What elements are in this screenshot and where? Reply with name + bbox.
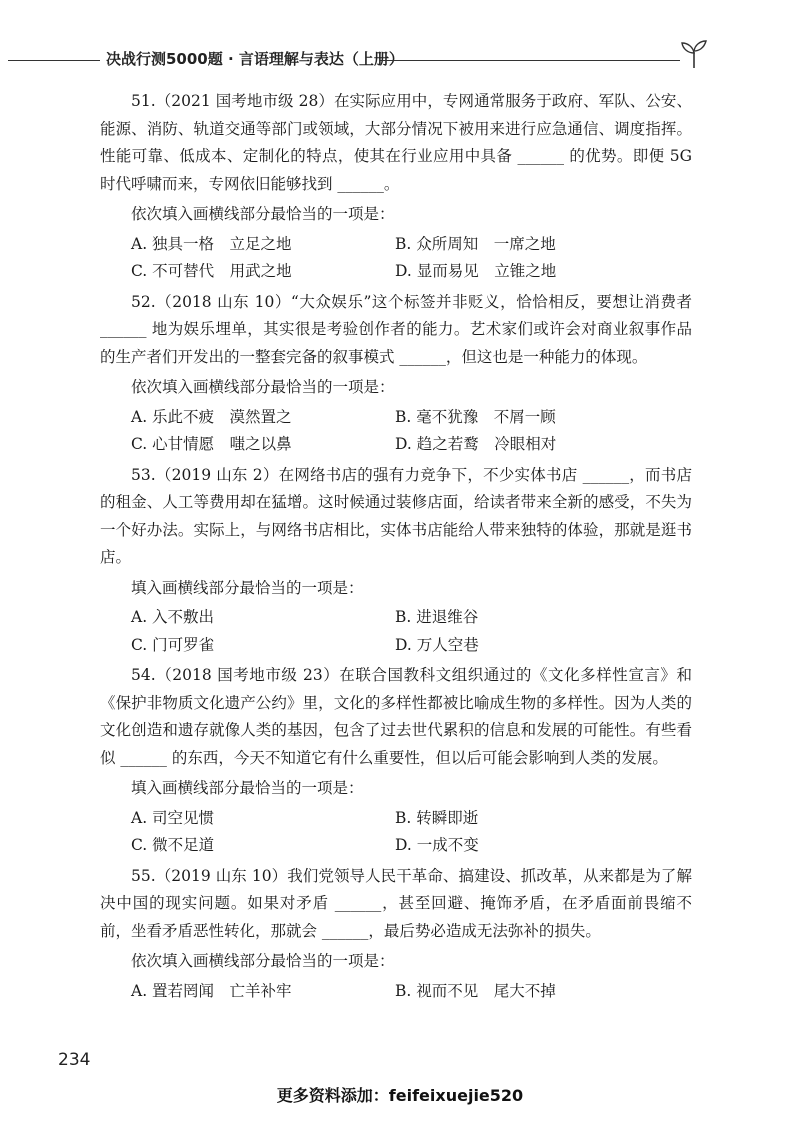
sprout-icon bbox=[680, 38, 708, 70]
option-c[interactable]: C. 不可替代 用武之地 bbox=[131, 262, 292, 280]
option-b[interactable]: B. 进退维谷 bbox=[395, 608, 479, 626]
option-a[interactable]: A. 乐此不疲 漠然置之 bbox=[131, 407, 292, 426]
question-prompt: 依次填入画横线部分最恰当的一项是： bbox=[131, 205, 395, 223]
option-list bbox=[131, 404, 692, 459]
question-52 bbox=[100, 289, 692, 459]
option-a[interactable]: A. 独具一格 立足之地 bbox=[131, 234, 292, 253]
question-51 bbox=[100, 88, 692, 286]
option-b[interactable]: B. 视而不见 尾大不掉 bbox=[395, 981, 556, 1000]
question-stem: 55.（2019 山东 10）我们党领导人民干革命、搞建设、抓改革，从来都是为了解决中国的现实问题。如果对矛盾 ______，甚至回避、掩饰矛盾，在矛盾面前畏缩不前，坐看矛盾恶性转化，那就会 ______，最后势必造成无法弥补的损失。 bbox=[100, 866, 692, 940]
option-d[interactable]: D. 显而易见 立锥之地 bbox=[395, 262, 557, 280]
option-list bbox=[131, 805, 692, 860]
option-c[interactable]: C. 门可罗雀 bbox=[131, 635, 215, 654]
question-prompt: 依次填入画横线部分最恰当的一项是： bbox=[131, 378, 395, 396]
option-d[interactable]: D. 趋之若鹜 冷眼相对 bbox=[395, 435, 557, 453]
footer-text: 更多资料添加：feifeixuejie520 bbox=[276, 1086, 524, 1105]
option-b[interactable]: B. 转瞬即逝 bbox=[395, 808, 479, 827]
question-stem: 53.（2019 山东 2）在网络书店的强有力竞争下，不少实体书店 ______，而书店的租金、人工等费用却在猛增。这时候通过装修店面，给读者带来全新的感受，不失为一个好办法。实际上，与网络书店相比，实体书店能给人带来独特的体验，那就是逛书店。 bbox=[100, 465, 692, 566]
option-b[interactable]: B. 毫不犹豫 不屑一顾 bbox=[395, 407, 556, 426]
option-a[interactable]: A. 置若罔闻 亡羊补牢 bbox=[131, 981, 292, 1000]
option-a[interactable]: A. 司空见惯 bbox=[131, 808, 215, 827]
option-a[interactable]: A. 入不敷出 bbox=[131, 608, 215, 626]
question-55 bbox=[100, 863, 692, 1006]
option-list bbox=[131, 604, 692, 659]
header-title: 决战行测5000题 · 言语理解与表达（上册） bbox=[106, 50, 404, 68]
question-stem: 54.（2018 国考地市级 23）在联合国教科文组织通过的《文化多样性宣言》和《保护非物质文化遗产公约》里，文化的多样性都被比喻成生物的多样性。因为人类的文化创造和遗存就像人类的基因，包含了过去世代累积的信息和发展的可能性。有些看似 ______ 的东西，今天不知道它有什么重要性，但以后可能会影响到人类的发展。 bbox=[100, 666, 692, 767]
option-b[interactable]: B. 众所周知 一席之地 bbox=[395, 234, 556, 253]
option-d[interactable]: D. 一成不变 bbox=[395, 836, 479, 854]
option-d[interactable]: D. 万人空巷 bbox=[395, 635, 479, 654]
question-prompt: 填入画横线部分最恰当的一项是： bbox=[131, 578, 364, 597]
question-54 bbox=[100, 662, 692, 860]
question-53 bbox=[100, 462, 692, 660]
option-list bbox=[131, 978, 692, 1006]
question-list bbox=[100, 88, 692, 1008]
option-c[interactable]: C. 心甘情愿 嗤之以鼻 bbox=[131, 435, 292, 453]
option-list bbox=[131, 231, 692, 286]
page-number: 234 bbox=[58, 1050, 91, 1070]
header-rule-left bbox=[8, 60, 100, 61]
question-prompt: 依次填入画横线部分最恰当的一项是： bbox=[131, 952, 395, 970]
option-c[interactable]: C. 微不足道 bbox=[131, 836, 215, 854]
question-stem: 51.（2021 国考地市级 28）在实际应用中，专网通常服务于政府、军队、公安、能源、消防、轨道交通等部门或领域，大部分情况下被用来进行应急通信、调度指挥。性能可靠、低成本、定制化的特点，使其在行业应用中具备 ______ 的优势。即便 5G 时代呼啸而来，专网依旧能够找到 ______。 bbox=[100, 92, 692, 193]
question-prompt: 填入画横线部分最恰当的一项是： bbox=[131, 779, 364, 797]
question-stem: 52.（2018 山东 10）“大众娱乐”这个标签并非贬义，恰恰相反，要想让消费者 ______ 地为娱乐埋单，其实很是考验创作者的能力。艺术家们或许会对商业叙事作品的生产者们开发出的一整套完备的叙事模式 ______，但这也是一种能力的体现。 bbox=[100, 292, 692, 366]
running-header bbox=[0, 44, 800, 76]
header-rule-right bbox=[380, 60, 680, 61]
